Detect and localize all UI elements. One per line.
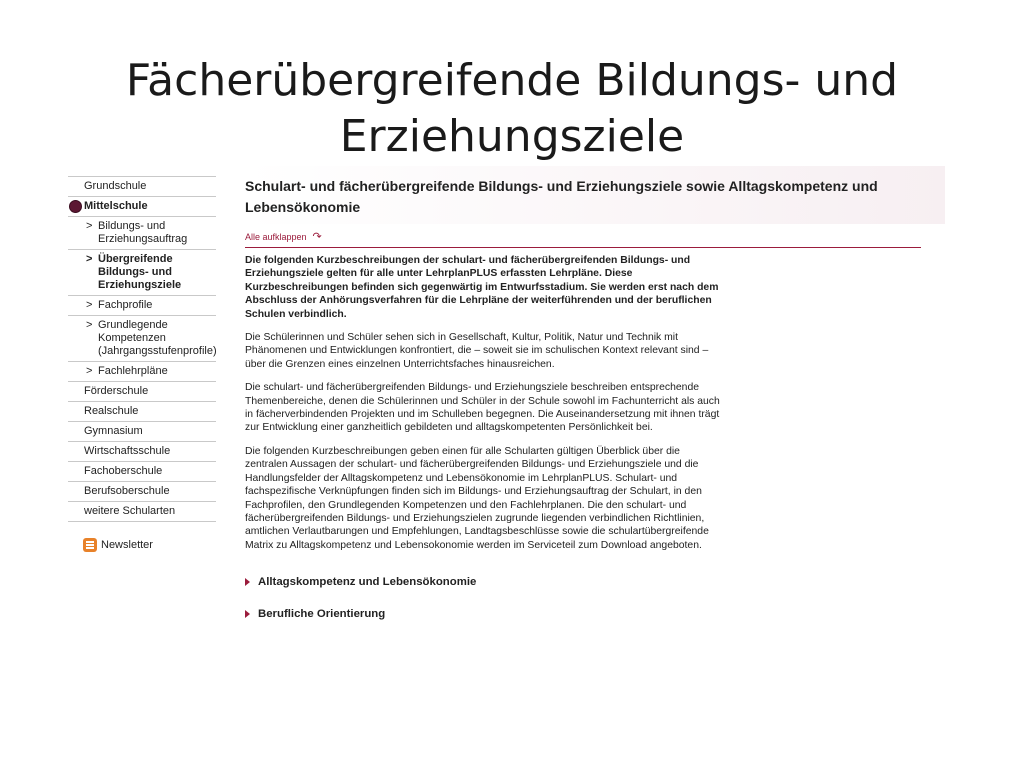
sidebar-item-grundschule[interactable] [68, 176, 216, 196]
chevron-right-icon: > [86, 220, 93, 232]
sidebar-item-label: Realschule [84, 405, 139, 417]
triangle-right-icon [245, 578, 250, 586]
sidebar-subitem-fachprofile[interactable] [68, 295, 216, 315]
sidebar-item-label: Gymnasium [84, 425, 143, 437]
content-title: Schulart- und fächerübergreifende Bildungs- und Erziehungsziele sowie Alltagskompetenz und Lebensökonomie [245, 178, 878, 215]
sidebar-item-label: Fachlehrpläne [98, 365, 168, 377]
body-paragraph: Die schulart- und fächerübergreifenden Bildungs- und Erziehungsziele beschreiben entsprechende Themenbereiche, denen die Schülerinnen und Schüler in der Schule sowohl im Fachunterricht als auch in fächerverbindenden Projekten und im Schulleben begegnen. Die Auseinandersetzung mit ihnen trägt zur Entwicklung einer ganzheitlich gebildeten und alltagskompetenten Persönlichkeit bei. [245, 382, 720, 434]
sidebar-subitem-fachlehrplaene[interactable] [68, 361, 216, 381]
sidebar-subitem-bildungs-und-erziehungsauftrag[interactable] [68, 216, 216, 249]
sidebar-item-berufsoberschule[interactable] [68, 481, 216, 501]
chevron-right-icon: > [86, 253, 93, 265]
sidebar-item-wirtschaftsschule[interactable] [68, 441, 216, 461]
content-body [245, 248, 721, 620]
sidebar-subitem-uebergreifende-ziele[interactable] [68, 249, 216, 295]
chevron-right-icon: > [86, 299, 93, 311]
slide-title-line-1: Fächerübergreifende Bildungs- und [125, 55, 899, 107]
intro-paragraph: Die folgenden Kurzbeschreibungen der schulart- und fächerübergreifenden Bildungs- und Erziehungsziele gelten für alle unter LehrplanPLUS erfassten Lehrpläne. Diese Kurzbeschreibungen befinden sich gegenwärtig im Entwurfsstadium. Sie werden erst nach dem Abschluss der Anhörungsverfahren für die Lehrpläne der weiterführenden und der beruflichen Schulen verbindlich. [245, 255, 719, 320]
newsletter-label: Newsletter [101, 539, 153, 551]
sidebar-item-foerderschule[interactable] [68, 381, 216, 401]
section-label: Berufliche Orientierung [258, 608, 386, 621]
sidebar-item-label: Fachprofile [98, 299, 153, 311]
sidebar-item-weitere-schularten[interactable] [68, 501, 216, 522]
chevron-right-icon: > [86, 319, 93, 331]
sidebar-item-label: Bildungs- und Erziehungsauftrag [98, 220, 188, 245]
content-header [245, 166, 945, 224]
sidebar-item-label: Grundschule [84, 180, 147, 192]
sidebar-item-label: Übergreifende Bildungs- und Erziehungsziele [98, 253, 182, 291]
sidebar-item-label: Wirtschaftsschule [84, 445, 171, 457]
school-type-sidebar [68, 176, 216, 522]
slide-title-line-2: Erziehungsziele [339, 111, 685, 163]
chevron-right-icon: > [86, 365, 93, 377]
sidebar-item-label: Fachoberschule [84, 465, 163, 477]
sidebar-item-label: Förderschule [84, 385, 149, 397]
expand-all-link[interactable] [245, 224, 921, 248]
active-bullet-icon [69, 200, 82, 213]
main-content [245, 166, 945, 620]
website-screenshot [62, 166, 947, 686]
slide-title [0, 53, 1024, 165]
section-label: Alltagskompetenz und Lebensökonomie [258, 576, 477, 589]
triangle-right-icon [245, 610, 250, 618]
sidebar-item-label: Berufsoberschule [84, 485, 170, 497]
sidebar-item-label: Grundlegende Kompetenzen (Jahrgangsstufenprofile) [98, 319, 217, 357]
expand-all-label: Alle aufklappen [245, 231, 307, 242]
sidebar-item-label: Mittelschule [84, 200, 148, 212]
body-paragraph: Die folgenden Kurzbeschreibungen geben einen für alle Schularten gültigen Überblick über die zentralen Aussagen der schulart- und fächerübergreifenden Bildungs- und Erziehungsziele und die Handlungsfelder der Alltagskompetenz und Lebensökonomie im LehrplanPLUS. Schulart- und fachspezifische Verknüpfungen finden sich im Bildungs- und Erziehungsauftrag der Schulart, in den Fachprofilen, den Grundlegenden Kompetenzen und den Fachlehrplanen. Die den schulart- und fächerübergreifenden Bildungs- und Erziehungszielen zugrunde liegenden verbindlichen Richtlinien, amtlichen Verlautbarungen und Empfehlungen, Landtagsbeschlüsse sowie die schulartübergreifende Matrix zu Alltagskompetenz und Lebensokonomie werden im Serviceteil zum Download angeboten. [245, 445, 709, 551]
sidebar-item-mittelschule[interactable] [68, 196, 216, 216]
section-toggle-berufliche-orientierung[interactable] [245, 608, 721, 620]
body-paragraph: Die Schülerinnen und Schüler sehen sich in Gesellschaft, Kultur, Politik, Natur und Technik mit Phänomenen und Entwicklungen konfrontiert, die – soweit sie im schulischen Kontext relevant sind – über die Grenzen eines einzelnen Unterrichtsfaches hinausreichen. [245, 332, 709, 370]
newsletter-link[interactable] [83, 538, 153, 552]
sidebar-item-gymnasium[interactable] [68, 421, 216, 441]
sidebar-item-label: weitere Schularten [84, 505, 176, 517]
newsletter-icon [83, 538, 97, 552]
sidebar-item-fachoberschule[interactable] [68, 461, 216, 481]
sidebar-subitem-grundlegende-kompetenzen[interactable] [68, 315, 216, 361]
section-toggle-alltagskompetenz[interactable] [245, 576, 721, 588]
sidebar-item-realschule[interactable] [68, 401, 216, 421]
curved-arrow-icon: ↷ [312, 231, 322, 243]
